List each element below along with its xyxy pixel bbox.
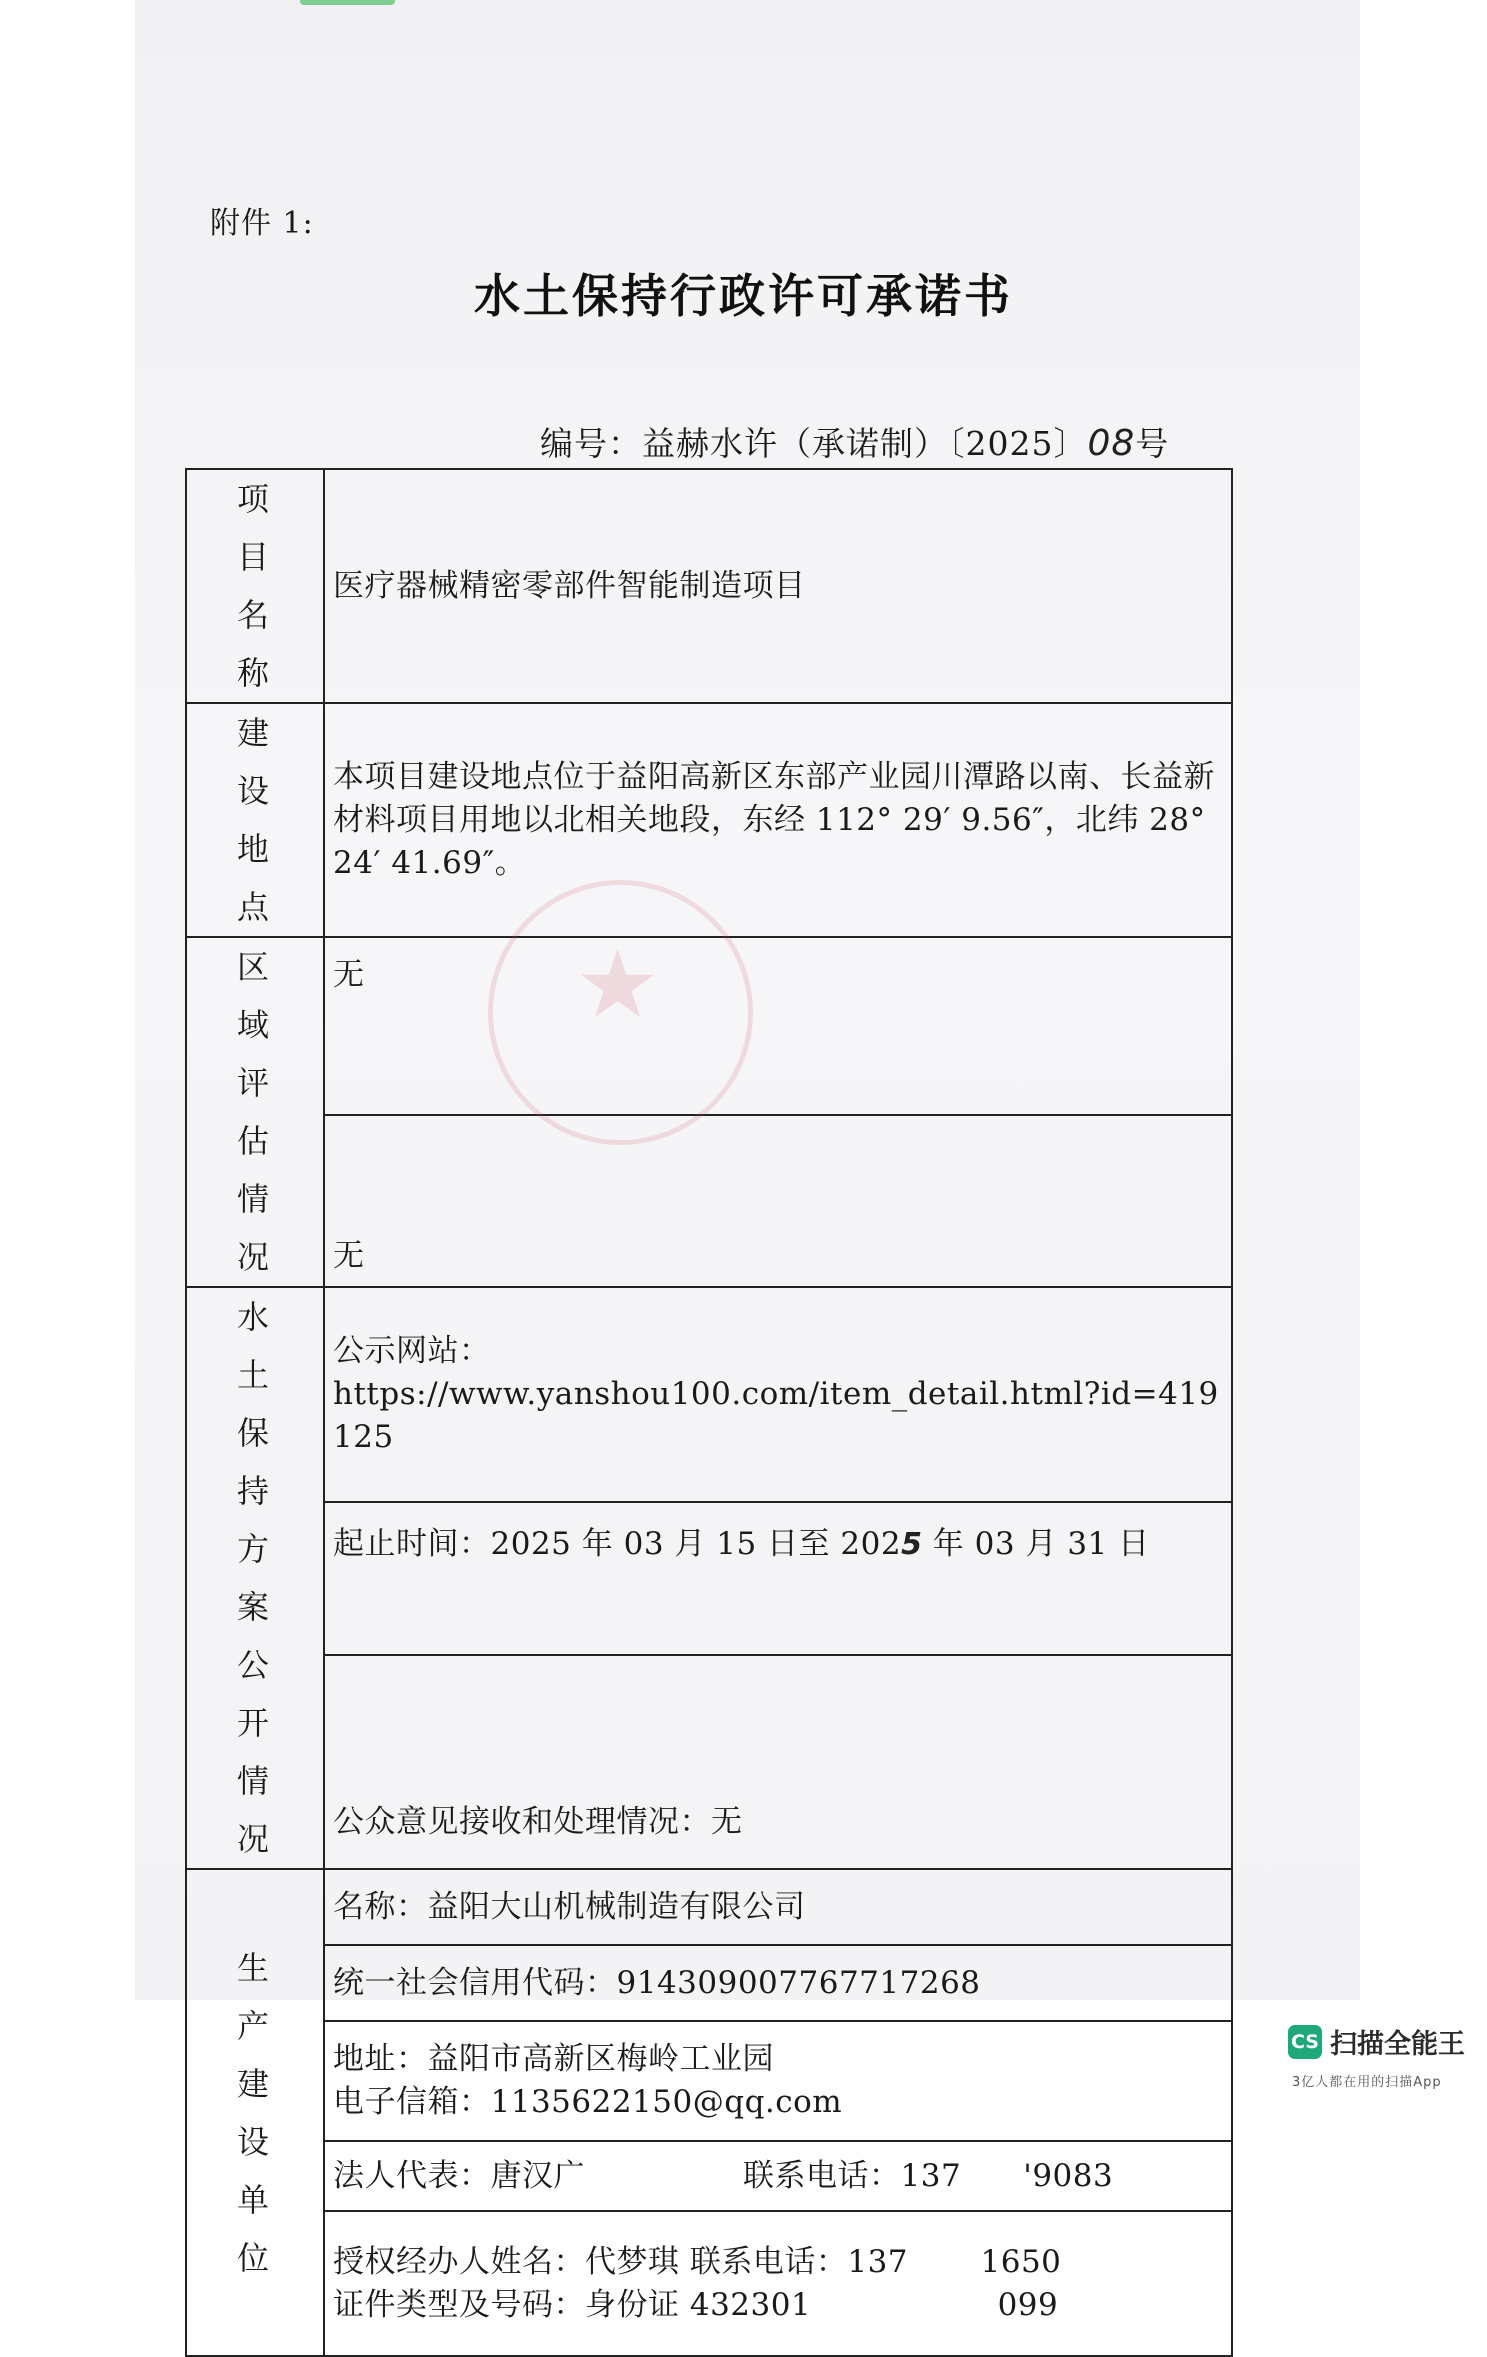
assessment-value-1: 无 [324,937,1232,1115]
document-title: 水土保持行政许可承诺书 [474,269,1013,323]
legal-rep-phone: 联系电话：137 '9083 [743,2157,1114,2194]
unit-row-credit [186,1945,1232,2021]
unit-name: 名称：益阳大山机械制造有限公司 [324,1869,1232,1945]
unit-address: 地址：益阳市高新区梅岭工业园 [333,2041,774,2077]
unit-row-address [186,2021,1232,2141]
period-handwritten: 5 [901,1527,923,1563]
unit-agent [324,2211,1232,2356]
agent-name: 授权经办人姓名：代梦琪 [333,2243,680,2280]
period-text-b: 年 03 月 31 日 [922,1526,1150,1563]
unit-label: 生产建设单位 [186,1869,324,2356]
project-name-label: 项目名称 [186,469,324,703]
document-number [540,418,1169,465]
camscanner-name: 扫描全能王 [1330,2029,1465,2060]
project-name-row [186,469,1232,703]
project-name-value: 医疗器械精密零部件智能制造项目 [324,469,1232,703]
assessment-value-2: 无 [324,1115,1232,1287]
disclosure-period [324,1502,1232,1655]
unit-row-legal [186,2141,1232,2211]
disclosure-website [324,1287,1232,1502]
unit-row-agent [186,2211,1232,2356]
website-label: 公示网站： [333,1333,491,1370]
disclosure-row-1 [186,1287,1232,1502]
disclosure-label: 水土保持方案公开情况 [186,1287,324,1869]
green-marker [300,0,395,5]
assessment-label: 区域评估情况 [186,937,324,1287]
commitment-form-table [185,468,1233,2357]
disclosure-row-2 [186,1502,1232,1655]
location-row [186,703,1232,937]
unit-credit-code: 统一社会信用代码：914309007767717268 [324,1945,1232,2021]
camscanner-tagline: 3亿人都在用的扫描App [1292,2075,1442,2090]
camscanner-logo-icon: CS [1288,2025,1322,2059]
legal-rep-name: 法人代表：唐汉广 [333,2157,585,2194]
website-url: https://www.yanshou100.com/item_detail.html?id=419125 [333,1376,1219,1456]
number-handwritten: 08 [1087,423,1136,464]
unit-address-email [324,2021,1232,2141]
location-label: 建设地点 [186,703,324,937]
assessment-row-2 [186,1115,1232,1287]
disclosure-row-3 [186,1655,1232,1869]
assessment-row-1 [186,937,1232,1115]
attachment-label: 附件 1: [210,206,314,241]
agent-id: 证件类型及号码：身份证 432301 099 [333,2286,1059,2323]
number-prefix: 编号：益赫水许（承诺制）〔2025〕 [540,424,1088,463]
period-text-a: 起止时间：2025 年 03 月 15 日至 202 [333,1526,902,1563]
number-suffix: 号 [1135,424,1170,463]
unit-row-name [186,1869,1232,1945]
location-value: 本项目建设地点位于益阳高新区东部产业园川潭路以南、长益新材料项目用地以北相关地段，东经 112° 29′ 9.56″，北纬 28° 24′ 41.69″。 [324,703,1232,937]
unit-email: 电子信箱：1135622150@qq.com [333,2084,843,2120]
unit-legal-rep [324,2141,1232,2211]
disclosure-feedback: 公众意见接收和处理情况：无 [324,1655,1232,1869]
agent-phone: 联系电话：137 1650 [689,2243,1062,2280]
